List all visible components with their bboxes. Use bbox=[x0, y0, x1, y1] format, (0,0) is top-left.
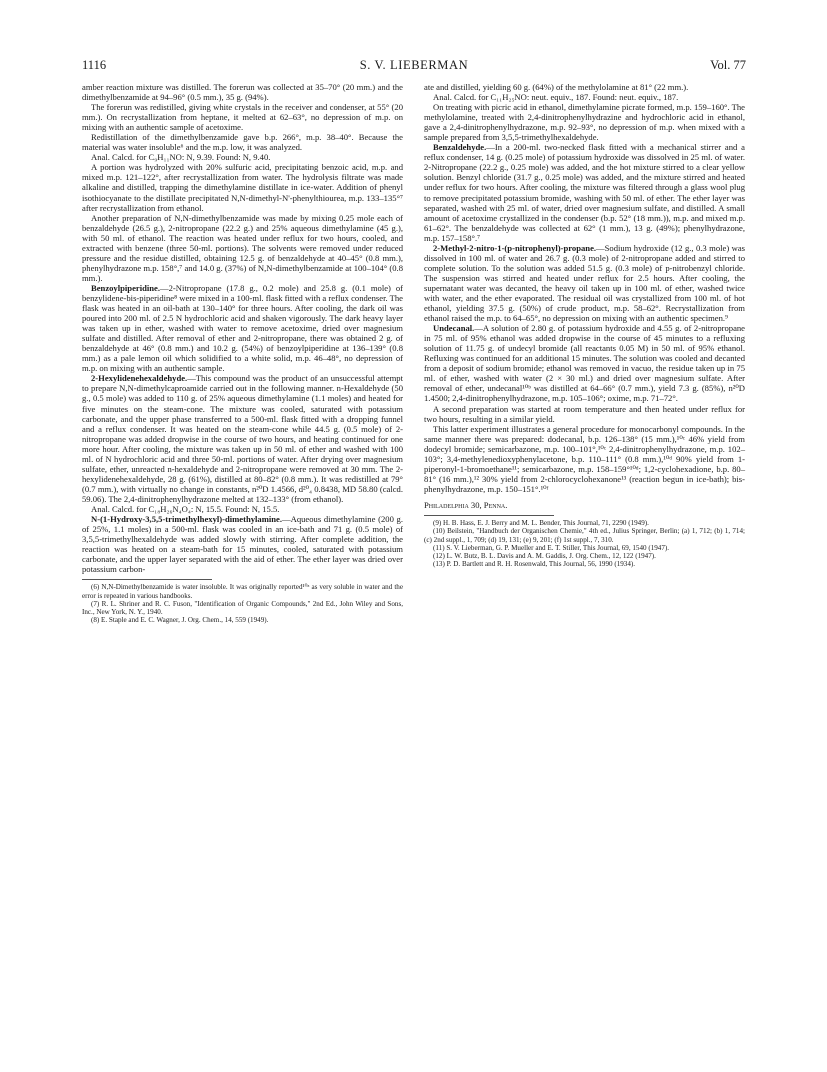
compound-heading: N-(1-Hydroxy-3,5,5-trimethylhexyl)-dimethylamine. bbox=[91, 514, 283, 525]
footnote: (6) N,N-Dimethylbenzamide is water insoluble. It was originally reported¹⁰ᵃ as very soluble in water and the error is repeated in various handbooks. bbox=[82, 583, 403, 600]
volume-number: Vol. 77 bbox=[710, 58, 746, 72]
paragraph-body: —A solution of 2.80 g. of potassium hydroxide and 4.55 g. of 2-nitropropane in 75 ml. of 95% ethanol was added dropwise in the course of 45 minutes to a refluxing solution of 11.75 g. of undecyl bromide (all reactants 0.05 M) in 50 ml. of 95% ethanol. Refluxing was continued for an additional 15 minutes. The solution was cooled and decanted from a deposit of sodium bromide; ethanol was removed in vacuo, the residue taken up in 75 ml. of ether, washed with water (2 × 30 ml.) and dried over magnesium sulfate. After removal of ether, undecanal¹⁰ᵇ was distilled at 64–66° (0.7 mm.), yield 7.3 g. (85%), n²⁰D 1.4500; 2,4-dinitrophenylhydrazone, m.p. 105–106°; oxime, m.p. 71–72°. bbox=[424, 323, 745, 404]
footnote-divider bbox=[82, 579, 212, 580]
compound-heading: 2-Methyl-2-nitro-1-(p-nitrophenyl)-propane. bbox=[433, 242, 597, 253]
footnote-divider bbox=[424, 515, 554, 516]
page-header bbox=[82, 58, 746, 74]
footnote: (9) H. B. Hass, E. J. Berry and M. L. Bender, This Journal, 71, 2290 (1949). bbox=[433, 518, 649, 527]
footnote: (13) P. D. Bartlett and R. H. Rosenwald, This Journal, 56, 1990 (1934). bbox=[433, 560, 636, 569]
running-author: S. V. LIEBERMAN bbox=[359, 58, 469, 72]
compound-heading: Benzaldehyde. bbox=[433, 142, 487, 153]
paragraph: A portion was hydrolyzed with 20% sulfuric acid, precipitating benzoic acid, m.p. and mixed m.p. 121–122°, after recrystallization from water. The hydrolysis filtrate was made alkaline and distilled, trapping the dimethylamine distillate in ice-water. Addition of phenyl isothiocyanate to the distillate precipitated N,N-dimethyl-N'-phenylthiourea, m.p. 133–135°⁷ after recrystallization from ethanol. bbox=[82, 162, 403, 213]
paragraph: ate and distilled, yielding 60 g. (64%) of the methylolamine at 81° (22 mm.). bbox=[424, 82, 689, 92]
affiliation: Philadelphia 30, Penna. bbox=[424, 499, 508, 510]
paragraph-body: —Aqueous dimethylamine (200 g. of 25%, 1.1 moles) in a 500-ml. flask was cooled in an ice-bath and 71 g. (0.5 mole) of 3,5,5-trimethylhexaldehyde was added slowly with stirring. After complete addition, the reaction was heated on a steam-bath for 15 minutes, cooled, saturated with potassium carbonate, and the upper layer separated with the aid of ether. The ether layer was dried over potassium carbon- bbox=[82, 514, 403, 575]
footnote: (12) L. W. Butz, B. L. Davis and A. M. Gaddis, J. Org. Chem., 12, 122 (1947). bbox=[433, 552, 656, 561]
analysis-line: Anal. Calcd. for C₁₁H₂₅NO: neut. equiv., 187. Found: neut. equiv., 187. bbox=[433, 92, 679, 103]
footnote: (7) R. L. Shriner and R. C. Fuson, "Identification of Organic Compounds," 2nd Ed., John Wiley and Sons, Inc., New York, N. Y., 1940. bbox=[82, 599, 403, 617]
paragraph-body: —In a 200-ml. two-necked flask fitted with a mechanical stirrer and a reflux condenser, 14 g. (0.25 mole) of potassium hydroxide was dissolved in 25 ml. of water. 2-Nitropropane (22.2 g., 0.25 mole) was added, and the hot mixture stirred to a clear yellow solution. Benzyl chloride (31.7 g., 0.25 mole) was added, and the mixture stirred and heated under reflux for two hours. After cooling, the mixture was filtered through a glass wool plug to remove precipitated potassium bromide, washing with 50 ml. of ether. The ether layer was separated, washed with 25 ml. of water, dried over magnesium sulfate, and distilled. A small amount of acetoxime crystallized in the condenser (b.p. 52° (18 mm.)), m.p. and mixed m.p. 61–62°. The benzaldehyde was collected at 62° (1 mm.), 13 g. (49%); phenylhydrazone, m.p. 157–158°.⁷ bbox=[424, 142, 745, 243]
compound-heading: Benzoylpiperidine. bbox=[91, 282, 160, 293]
paragraph: The forerun was redistilled, giving white crystals in the receiver and condenser, at 55° (20 mm.). On recrystallization from heptane, it melted at 62–63°, no depression of m.p. on mixing with an authentic sample of acetoxime. bbox=[82, 102, 403, 133]
page-number: 1116 bbox=[82, 58, 107, 72]
analysis-line: Anal. Calcd. for C₁₈H₂₆N₄O₄: N, 15.5. Found: N, 15.5. bbox=[91, 503, 280, 514]
section-paragraph bbox=[82, 514, 403, 574]
analysis-line: Anal. Calcd. for C₉H₁₁NO: N, 9.39. Found: N, 9.40. bbox=[91, 152, 271, 163]
paragraph: A second preparation was started at room temperature and then heated under reflux for two hours, resulting in a similar yield. bbox=[424, 403, 745, 424]
section-paragraph bbox=[424, 243, 745, 323]
footnote: (8) E. Staple and E. C. Wagner, J. Org. Chem., 14, 559 (1949). bbox=[91, 616, 269, 625]
paragraph-body: —This compound was the product of an unsuccessful attempt to prepare N,N-dimethylcaproamide carried out in the following manner. n-Hexaldehyde (50 g., 0.5 mole) was added to 110 g. of 25% aqueous dimethylamine (1.1 moles) and heated for five minutes on the steam-cone. The mixture was cooled, saturated with potassium carbonate, and the upper phase transferred to a 500-ml. flask fitted with a dropping funnel and a reflux condenser. It was heated on the steam-cone while 44.5 g. (0.5 mole) of 2-nitropropane was added dropwise in the course of two hours, and heating continued for one more hour. After cooling, the mixture was taken up in 50 ml. of ether and washed with 100 ml. of N hydrochloric acid and three 50-ml. portions of water. After drying over magnesium sulfate, ether, unreacted n-hexaldehyde and 2-nitropropane were removed at 30 mm. The 2-hexylidenehexaldehyde, 28 g. (61%), distilled at 80–82° (0.8 mm.). It was redistilled at 79° (0.7 mm.), with virtually no change in constants, n²⁰D 1.4566, d²⁰₄ 0.8438, MD 58.80 (calcd. 59.06). The 2,4-dinitrophenylhydrazone melted at 132–133° (from ethanol). bbox=[82, 373, 403, 504]
section-paragraph bbox=[424, 142, 745, 242]
paragraph: On treating with picric acid in ethanol, dimethylamine picrate formed, m.p. 159–160°. The methylolamine, treated with 2,4-dinitrophenylhydrazine and hydrochloric acid in ethanol, gave a 2,4-dinitrophenylhydrazone, m.p. 92–93°, no depression of m.p. when mixed with a sample prepared from 3,5,5-trimethylhexaldehyde. bbox=[424, 102, 745, 143]
paragraph: Another preparation of N,N-dimethylbenzamide was made by mixing 0.25 mole each of benzaldehyde (26.5 g.), 2-nitropropane (22.2 g.) and 25% aqueous dimethylamine (45 g.), with 50 ml. of ethanol. The reaction was heated under reflux for two hours, cooled, and extracted with benzene (three 50-ml. portions). The solvents were removed under reduced pressure and the residue distilled, obtaining 12.5 g. of benzaldehyde at 40–45° (0.8 mm.), phenylhydrazone m.p. 158°,⁷ and 14.0 g. (37%) of N,N-dimethylbenzamide at 100–104° (0.8 mm.). bbox=[82, 212, 403, 283]
paragraph: This latter experiment illustrates a general procedure for monocarbonyl compounds. In the same manner there was prepared: dodecanal, b.p. 126–138° (15 mm.),¹⁰ᶜ 46% yield from dodecyl bromide; semicarbazone, m.p. 100–101°,¹⁰ᶜ 2,4-dinitrophenylhydrazone, m.p. 102–103°; 3,4-methylenedioxyphenylacetone, b.p. 110–111° (0.8 mm.),¹⁰ᵈ 90% yield from 1-piperonyl-1-bromoethane¹¹; semicarbazone, m.p. 158–159°¹⁰ᵈ; 1,2-cyclohexadione, b.p. 80–81° (16 mm.),¹² 30% yield from 2-chlorocyclohexanone¹³ (reaction begun in ice-bath); bis-phenylhydrazone, m.p. 150–151°.¹⁰ᶠ bbox=[424, 423, 745, 494]
compound-heading: Undecanal. bbox=[433, 323, 475, 334]
section-paragraph bbox=[82, 283, 403, 373]
left-column bbox=[82, 82, 403, 625]
right-column bbox=[424, 82, 745, 569]
footnotes-right bbox=[424, 519, 745, 569]
paragraph-body: —2-Nitropropane (17.8 g., 0.2 mole) and 25.8 g. (0.1 mole) of benzylidene-bis-piperidine⁸ were mixed in a 100-ml. flask fitted with a reflux condenser. The flask was heated in an oil-bath at 130–140° for three hours. After cooling, the dark oil was poured into 200 ml. of 2.5 N hydrochloric acid and shaken vigorously. The dark heavy layer was taken up in ether, washed with water to remove acetoxime, dried over magnesium sulfate and distilled. After removal of ether and 2-nitropropane, there was obtained 2 g. of benzaldehyde at 46° (0.8 mm.) and 10.2 g. (54%) of benzoylpiperidine at 136–139° (0.8 mm.) as a pale lemon oil which solidified to a white solid, m.p. 46–48°, no depression of m.p. on mixing with an authentic sample. bbox=[82, 282, 403, 374]
paragraph: amber reaction mixture was distilled. The forerun was collected at 35–70° (20 mm.) and the dimethylbenzamide at 94–96° (0.5 mm.), 35 g. (94%). bbox=[82, 82, 403, 103]
footnote: (11) S. V. Lieberman, G. P. Mueller and E. T. Stiller, This Journal, 69, 1540 (1947). bbox=[433, 543, 670, 552]
footnote: (10) Beilstein, "Handbuch der Organischen Chemie," 4th ed., Julius Springer, Berlin; (a) 1, 712; (b) 1, 714; (c) 2nd suppl., 1, 709; (d) 19, 131; (e) 9, 201; (f) 1st suppl., 7, 310. bbox=[424, 527, 745, 544]
paragraph-body: —Sodium hydroxide (12 g., 0.3 mole) was dissolved in 100 ml. of water and 26.7 g. (0.3 mole) of 2-nitropropane added and stirred to complete solution. To the solution was added 51.5 g. (0.3 mole) of p-nitrobenzyl chloride. The suspension was stirred and heated under reflux for 2.5 hours. After cooling, the supernatant water was decanted, the heavy oil taken up in 100 ml. of ether, washed twice with water, and the ether evaporated. The residual oil was crystallized from 100 ml. of hot ethanol, yielding 37.5 g. (50%) of crude product, m.p. 58–62°. Recrystallization from ethanol raised the m.p. to 64–65°, no depression on mixing with an authentic specimen.⁹ bbox=[424, 242, 745, 324]
section-paragraph bbox=[82, 373, 403, 504]
footnotes-left bbox=[82, 583, 403, 624]
compound-heading: 2-Hexylidenehexaldehyde. bbox=[91, 373, 188, 384]
paragraph: Redistillation of the dimethylbenzamide gave b.p. 266°, m.p. 38–40°. Because the material was water insoluble⁶ and the m.p. low, it was analyzed. bbox=[82, 132, 403, 153]
section-paragraph bbox=[424, 323, 745, 403]
